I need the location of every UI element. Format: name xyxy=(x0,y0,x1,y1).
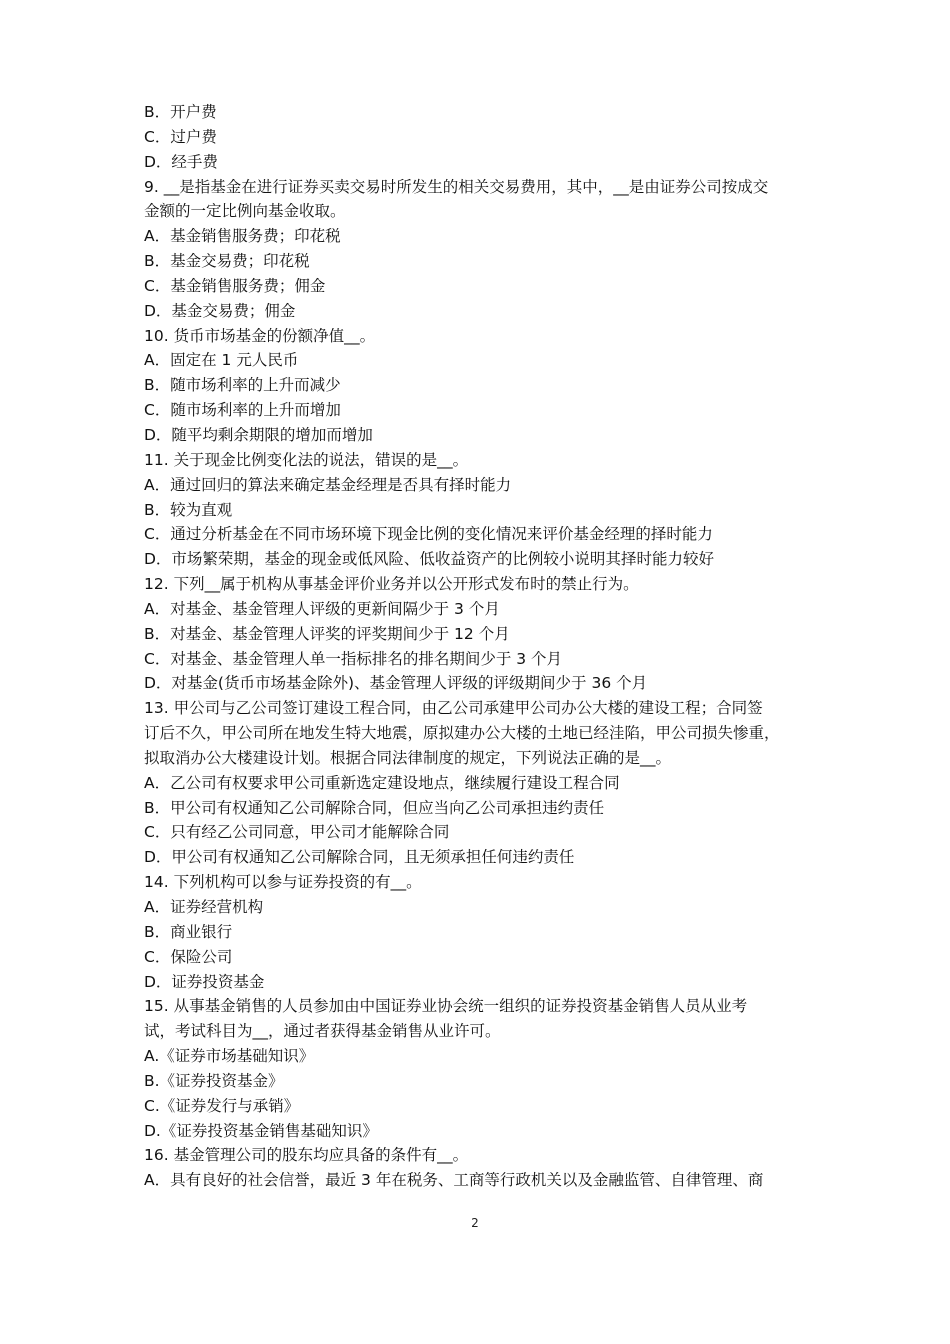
text-line: B．对基金、基金管理人评奖的评奖期间少于 12 个月 xyxy=(144,624,510,643)
text-line: B．随市场利率的上升而减少 xyxy=(144,376,341,395)
text-line: A．乙公司有权要求甲公司重新选定建设地点，继续履行建设工程合同 xyxy=(144,773,620,792)
text-line: C．只有经乙公司同意，甲公司才能解除合同 xyxy=(144,823,450,842)
text-line: A．具有良好的社会信誉，最近 3 年在税务、工商等行政机关以及金融监管、自律管理、商 xyxy=(144,1171,764,1190)
text-line: 试，考试科目为__，通过者获得基金销售从业许可。 xyxy=(144,1022,501,1041)
text-line: C.《证券发行与承销》 xyxy=(144,1096,300,1115)
text-line: D．对基金(货币市场基金除外)、基金管理人评级的评级期间少于 36 个月 xyxy=(144,674,648,693)
text-line: A．对基金、基金管理人评级的更新间隔少于 3 个月 xyxy=(144,599,500,618)
text-line: D．证券投资基金 xyxy=(144,972,265,991)
text-line: A．通过回归的算法来确定基金经理是否具有择时能力 xyxy=(144,475,512,494)
text-line: D．随平均剩余期限的增加而增加 xyxy=(144,425,373,444)
text-line: A．固定在 1 元人民币 xyxy=(144,351,299,370)
text-line: A.《证券市场基础知识》 xyxy=(144,1047,315,1066)
text-line: A．证券经营机构 xyxy=(144,898,264,916)
text-line: D．甲公司有权通知乙公司解除合同，且无须承担任何违约责任 xyxy=(144,848,575,867)
page-content xyxy=(144,100,824,1193)
text-line: 订后不久，甲公司所在地发生特大地震，原拟建办公大楼的土地已经洼陷，甲公司损失惨重， xyxy=(144,724,780,743)
text-line: 11. 关于现金比例变化法的说法，错误的是__。 xyxy=(144,450,469,469)
text-line: 12. 下列__属于机构从事基金评价业务并以公开形式发布时的禁止行为。 xyxy=(144,575,639,594)
text-line: B.《证券投资基金》 xyxy=(144,1071,284,1090)
text-line: 10. 货币市场基金的份额净值__。 xyxy=(144,326,376,345)
text-line: D．基金交易费；佣金 xyxy=(144,301,296,320)
text-line: 14. 下列机构可以参与证券投资的有__。 xyxy=(144,873,422,892)
text-line: B．商业银行 xyxy=(144,922,233,941)
text-line: C．通过分析基金在不同市场环境下现金比例的变化情况来评价基金经理的择时能力 xyxy=(144,525,713,544)
text-line: B．甲公司有权通知乙公司解除合同，但应当向乙公司承担违约责任 xyxy=(144,798,605,817)
text-line: 金额的一定比例向基金收取。 xyxy=(144,202,346,221)
text-line: B．较为直观 xyxy=(144,500,233,519)
text-line: 拟取消办公大楼建设计划。根据合同法律制度的规定，下列说法正确的是__。 xyxy=(144,748,672,767)
text-line: D.《证券投资基金销售基础知识》 xyxy=(144,1121,378,1140)
text-line: B．开户费 xyxy=(144,103,217,121)
text-line: 9. __是指基金在进行证券买卖交易时所发生的相关交易费用，其中，__是由证券公司按成交 xyxy=(144,177,769,196)
text-line: C．保险公司 xyxy=(144,947,233,966)
text-line: D．经手费 xyxy=(144,152,218,171)
text-line: 16. 基金管理公司的股东均应具备的条件有__。 xyxy=(144,1146,469,1165)
page-number: 2 xyxy=(471,1216,479,1230)
text-line: C．过户费 xyxy=(144,127,217,146)
text-line: C．基金销售服务费；佣金 xyxy=(144,276,326,295)
text-line: D．市场繁荣期，基金的现金或低风险、低收益资产的比例较小说明其择时能力较好 xyxy=(144,550,714,569)
text-line: C．对基金、基金管理人单一指标排名的排名期间少于 3 个月 xyxy=(144,649,563,668)
text-line: C．随市场利率的上升而增加 xyxy=(144,401,341,420)
text-line: 13. 甲公司与乙公司签订建设工程合同，由乙公司承建甲公司办公大楼的建设工程；合同签 xyxy=(144,699,763,718)
text-line: B．基金交易费；印花税 xyxy=(144,252,310,271)
text-line: A．基金销售服务费；印花税 xyxy=(144,227,341,246)
text-line: 15. 从事基金销售的人员参加由中国证券业协会统一组织的证券投资基金销售人员从业考 xyxy=(144,997,748,1016)
